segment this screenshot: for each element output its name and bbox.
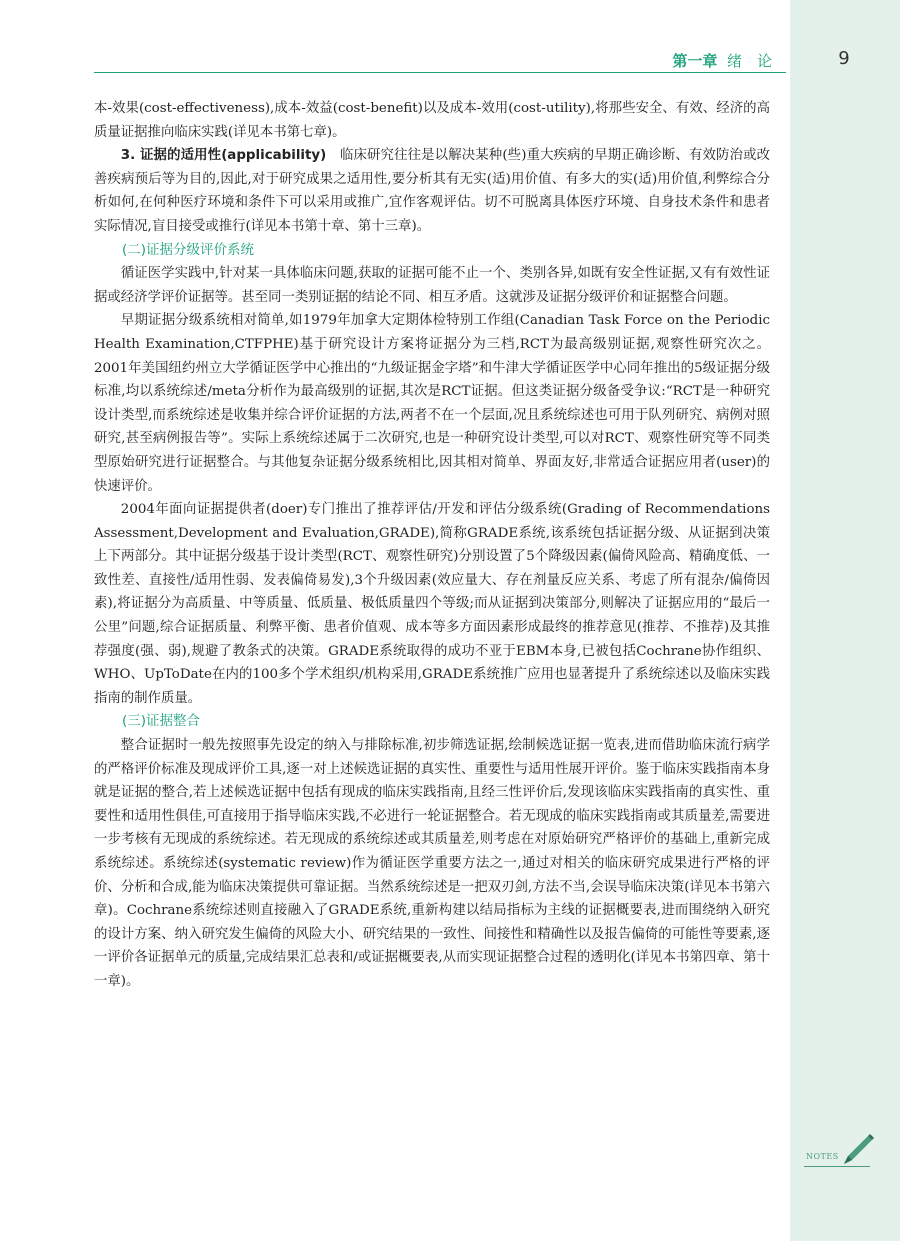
section-heading-integration: (三)证据整合 xyxy=(122,713,201,730)
paragraph-integration: 整合证据时一般先按照事先设定的纳入与排除标准,初步筛选证据,绘制候选证据一览表,进而借助临床流行病学的严格评价标准及现成评价工具,逐一对上述候选证据的真实性、重要性与适用性展开评价。鉴于临床实践指南本身就是证据的整合,若上述候选证据中包括有现成的临床实践指南,且经三性评价后,发现该临床实践指南的真实性、重要性和适用性俱佳,可直接用于指导临床实践,不必进行一轮证据整合。若无现成的临床实践指南或其质量差,需要进一步考核有无现成的系统综述。若无现成的系统综述或其质量差,则考虑在对原始研究严格评价的基础上,重新完成系统综述。系统综述(systematic review)作为循证医学重要方法之一,通过对相关的临床研究成果进行严格的评价、分析和合成,能为临床决策提供可靠证据。当然系统综述是一把双刃剑,方法不当,会误导临床决策(详见本书第六章)。Cochrane系统综述则直接融入了GRADE系统,重新构建以结局指标为主线的证据概要表,进而围绕纳入研究的设计方案、纳入研究发生偏倚的风险大小、研究结果的一致性、间接性和精确性以及报告偏倚的可能性等要素,逐一评价各证据单元的质量,完成结果汇总表和/或证据概要表,从而实现证据整合过程的透明化(详见本书第四章、第十一章)。 xyxy=(94,738,770,989)
pen-icon xyxy=(838,1130,878,1170)
paragraph-grade-system: 2004年面向证据提供者(doer)专门推出了推荐评估/开发和评估分级系统(Grading of Recommendations Assessment,Development and Evaluation,GRADE),简称GRADE系统,该系统包括证据分级、从证据到决策上下两部分。其中证据分级基于设计类型(RCT、观察性研究)分别设置了5个降级因素(偏倚风险高、精确度低、一致性差、直接性/适用性弱、发表偏倚易发),3个升级因素(效应量大、存在剂量反应关系、考虑了所有混杂/偏倚因素),将证据分为高质量、中等质量、低质量、极低质量四个等级;而从证据到决策部分,则解决了证据应用的“最后一公里”问题,综合证据质量、利弊平衡、患者价值观、成本等多方面因素形成最终的推荐意见(推荐、不推荐)及其推荐强度(强、弱),规避了教条式的决策。GRADE系统取得的成功不亚于EBM本身,已被包括Cochrane协作组织、WHO、UpToDate在内的100多个学术组织/机构采用,GRADE系统推广应用也显著提升了系统综述以及临床实践指南的制作质量。 xyxy=(94,502,770,706)
page-number: 9 xyxy=(838,48,850,69)
chapter-title: 绪 论 xyxy=(726,52,772,70)
chapter-label: 第一章 xyxy=(672,52,718,70)
notes-label: NOTES xyxy=(806,1152,839,1161)
paragraph-early-grading: 早期证据分级系统相对简单,如1979年加拿大定期体检特别工作组(Canadian Task Force on the Periodic Health Examination,CTFPHE)基于研究设计方案将证据分为三档,RCT为最高级别证据,观察性研究次之。2001年美国纽约州立大学循证医学中心推出的“九级证据金字塔”和牛津大学循证医学中心同年推出的5级证据分级标准,均以系统综述/meta分析作为最高级别的证据,其次是RCT证据。但这类证据分级备受争议:“RCT是一种研究设计类型,而系统综述是收集并综合评价证据的方法,两者不在一个层面,况且系统综述也可用于队列研究、病例对照研究,甚至病例报告等”。实际上系统综述属于二次研究,也是一种研究设计类型,可以对RCT、观察性研究等不同类型原始研究进行证据整合。与其他复杂证据分级系统相比,因其相对简单、界面友好,非常适合证据应用者(user)的快速评价。 xyxy=(94,313,770,494)
page-body xyxy=(94,97,770,994)
applicability-body: 临床研究往往是以解决某种(些)重大疾病的早期正确诊断、有效防治或改善疾病预后等为目的,因此,对于研究成果之适用性,要分析其有无实(适)用价值、有多大的实(适)用价值,利弊综合分析如何,在何种医疗环境和条件下可以采用或推广,宜作客观评估。切不可脱离具体医疗环境、自身技术条件和患者实际情况,盲目接受或推行(详见本书第十章、第十三章)。 xyxy=(94,148,770,234)
paragraph-continuation: 本-效果(cost-effectiveness),成本-效益(cost-benefit)以及成本-效用(cost-utility),将那些安全、有效、经济的高质量证据推向临床实践(详见本书第七章)。 xyxy=(94,101,770,140)
applicability-lead: 3. 证据的适用性(applicability) xyxy=(120,148,327,164)
paragraph-applicability xyxy=(94,144,770,238)
running-header xyxy=(94,48,786,73)
chapter-heading xyxy=(672,50,772,71)
notes-margin-strip xyxy=(790,0,900,1241)
paragraph-grading-intro: 循证医学实践中,针对某一具体临床问题,获取的证据可能不止一个、类别各异,如既有安全性证据,又有有效性证据或经济学评价证据等。甚至同一类别证据的结论不同、相互矛盾。这就涉及证据分级评价和证据整合问题。 xyxy=(94,266,770,305)
section-heading-grading: (二)证据分级评价系统 xyxy=(122,241,255,258)
